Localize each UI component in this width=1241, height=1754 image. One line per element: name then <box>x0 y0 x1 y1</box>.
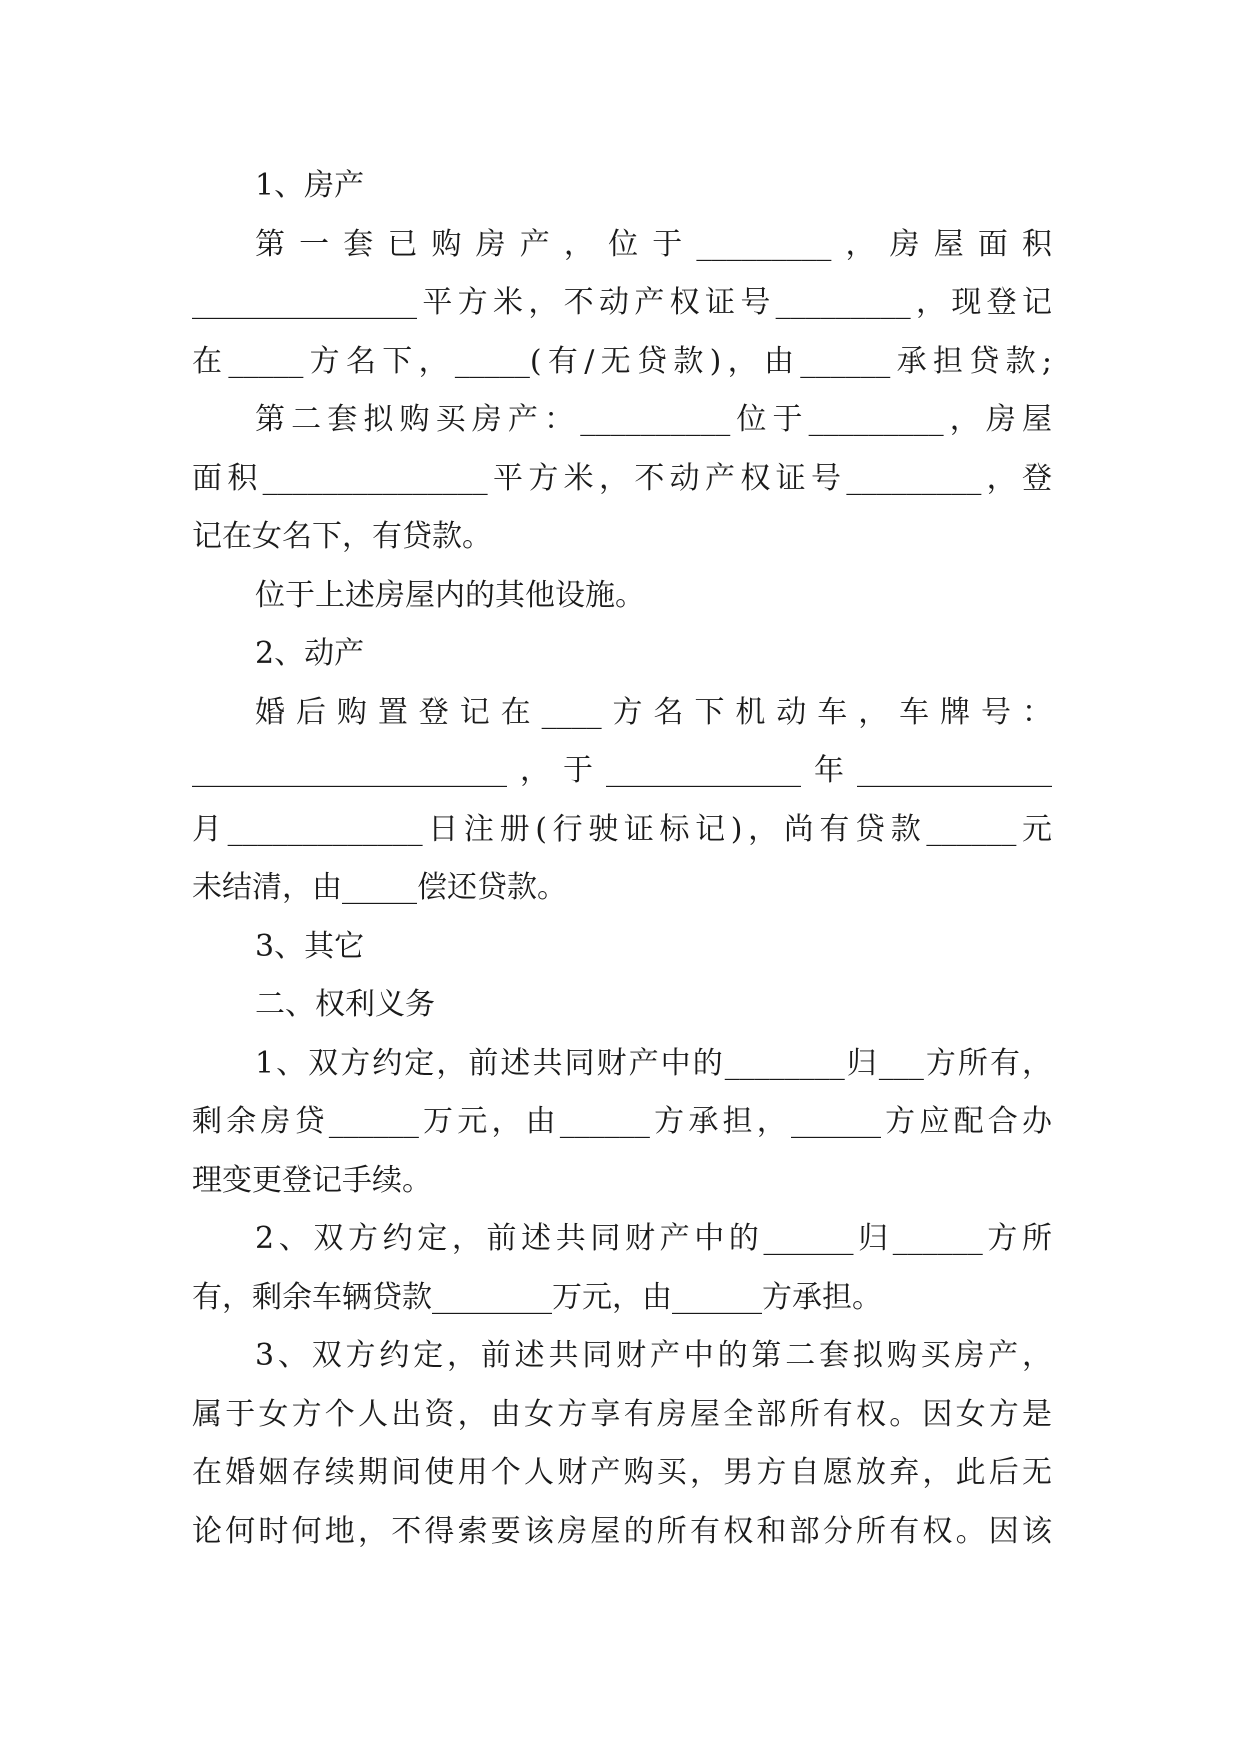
paragraph-line: 未结清，由_____偿还贷款。 <box>192 870 567 905</box>
paragraph-line: 理变更登记手续。 <box>192 1162 432 1198</box>
paragraph-line: 论何时何地，不得索要该房屋的所有权和部分所有权。因该 <box>192 1513 1052 1549</box>
section-heading-real-estate: 1、房产 <box>255 168 365 203</box>
paragraph-line: 第二套拟购买房产：__________位于_________，房屋 <box>255 402 1052 437</box>
paragraph-line: 有，剩余车辆贷款________万元，由______方承担。 <box>192 1279 882 1315</box>
paragraph-line: 在_____方名下，_____(有/无贷款)，由______承担贷款; <box>192 343 1052 379</box>
paragraph-line: 月_____________日注册(行驶证标记)，尚有贷款______元 <box>192 811 1052 847</box>
paragraph-line: 记在女名下，有贷款。 <box>192 519 492 554</box>
section-heading-movable-property: 2、动产 <box>255 636 365 671</box>
paragraph-line: 3、双方约定，前述共同财产中的第二套拟购买房产， <box>255 1338 1052 1373</box>
paragraph-line: 剩余房贷______万元，由______方承担，______方应配合办 <box>192 1104 1052 1139</box>
section-heading-other: 3、其它 <box>255 928 365 964</box>
section-heading-rights-obligations: 二、权利义务 <box>255 987 435 1022</box>
paragraph-line: 1、双方约定，前述共同财产中的________归___方所有， <box>255 1045 1052 1081</box>
paragraph-line: 在婚姻存续期间使用个人财产购买，男方自愿放弃，此后无 <box>192 1455 1052 1490</box>
paragraph-line: 属于女方个人出资，由女方享有房屋全部所有权。因女方是 <box>192 1396 1052 1432</box>
paragraph-line: 婚后购置登记在____方名下机动车，车牌号： <box>255 694 1052 730</box>
paragraph-line: 2、双方约定，前述共同财产中的______归______方所 <box>255 1221 1052 1256</box>
paragraph-line: _______________平方米，不动产权证号_________，现登记 <box>192 285 1052 320</box>
paragraph-line: 第一套已购房产，位于_________，房屋面积 <box>255 226 1052 262</box>
document-body <box>192 157 1052 1561</box>
paragraph-line: _____________________，于_____________年_____________ <box>192 753 1052 788</box>
paragraph-line: 面积_______________平方米，不动产权证号_________，登 <box>192 460 1052 496</box>
paragraph-line: 位于上述房屋内的其他设施。 <box>255 577 645 613</box>
